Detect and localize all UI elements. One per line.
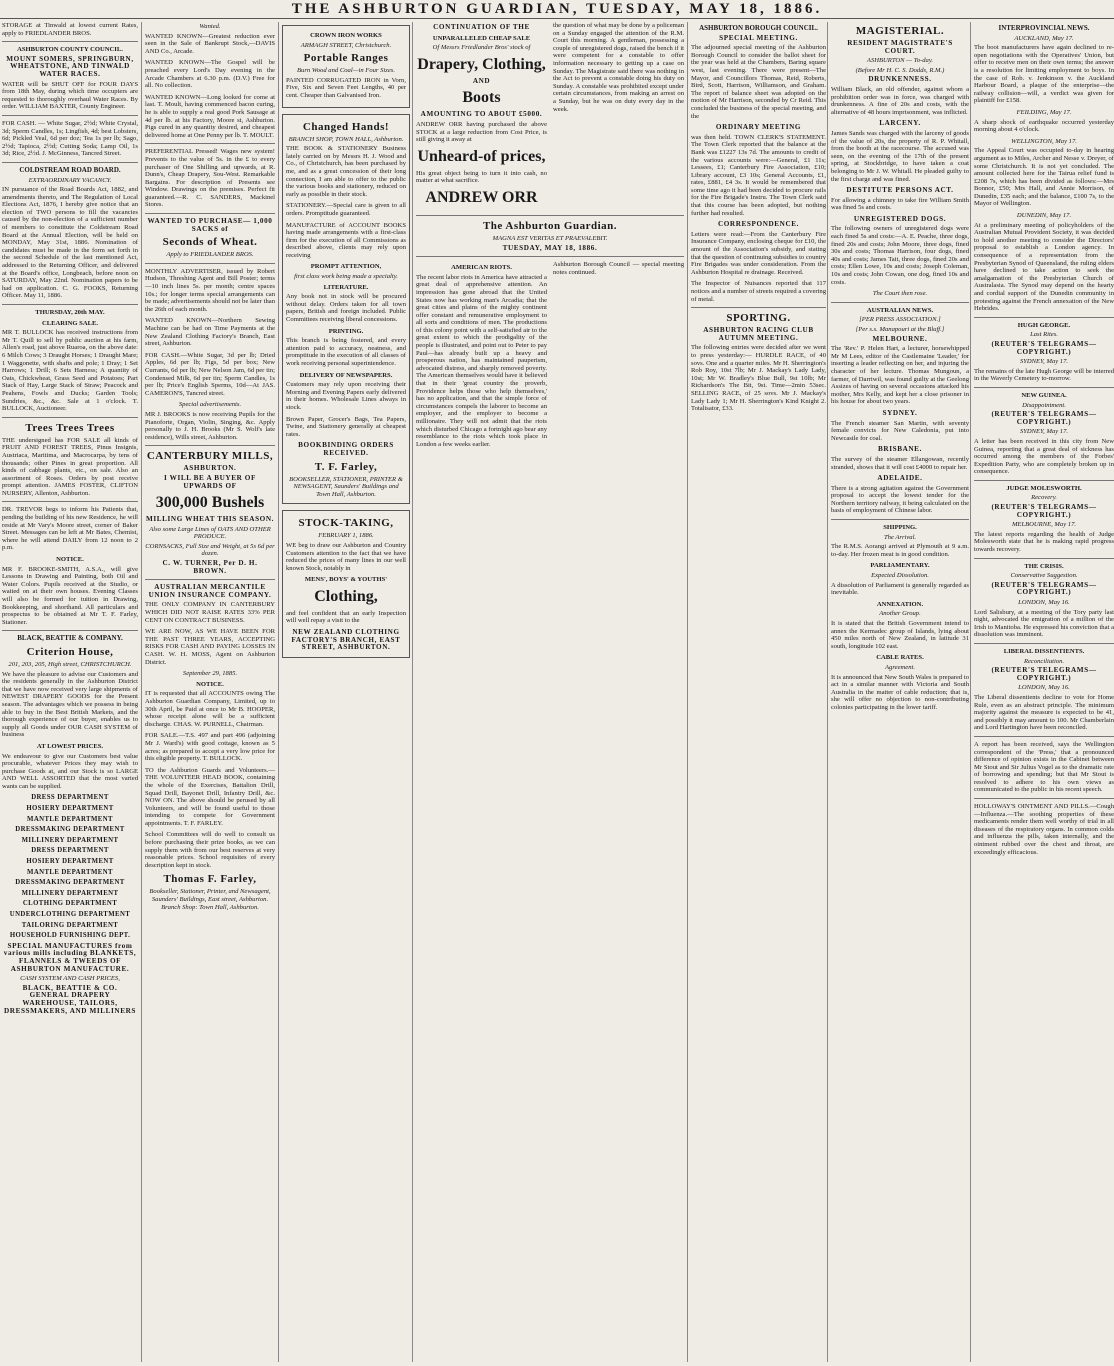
divider: [974, 643, 1114, 644]
column-1: [0, 22, 140, 1362]
unheard-heading: Unheard-of prices,: [417, 147, 546, 165]
department-line: DRESSMAKING DEPARTMENT: [15, 879, 125, 887]
liberal-heading: LIBERAL DISSENTIENTS.: [1003, 647, 1085, 655]
recovery: Recovery.: [1031, 494, 1057, 502]
bookbinding-line: BOOKBINDING ORDERS RECEIVED.: [298, 441, 394, 457]
correspondence-heading: CORRESPONDENCE.: [717, 220, 800, 229]
sydney-body: The French steamer San Martin, with seventy female convicts for New Caledonia, put into Newcastle for coal.: [831, 419, 969, 442]
melbourne-body: The 'Rev.' P. Helen Hart, a lecturer, horsewhipped Mr M Lees, editor of the Castlemaine 'Leader,' for inserting a leader reflecting on her, and injuring the character of her lecture. Thomas Mungoun, a farmer, of Darriwil, was found guilty at the Geelong Assizes of having on several occasions attacked his mother, Mrs Kelly, and kept her a close prisoner in his house for about two years.: [831, 345, 969, 406]
larceny-heading: LARCENY.: [879, 119, 921, 128]
clothing-heading: Clothing,: [314, 587, 378, 605]
preferential-ad: PREFERENTIAL Pressed! Wages new system! Prevents to the value of 5s. in the £ to every purchaser of One Shilling and upwards, at R. Dunn's, Cheap Drapery, Sou-West. Remarkable Bargains. For description of Presents see Window. Drawings on the premises. Perfect fit guaranteed.—R. C. SANDERS, Mackinel Stores.: [145, 148, 275, 209]
arrival-heading: The Arrival.: [883, 533, 917, 541]
department-line: MILLINERY DEPARTMENT: [21, 836, 119, 844]
wanted-ad-3: WANTED KNOWN—Long looked for come at last. T. Moult, having commenced bacon curing, he is able to supply a real good Pork Sausage at 4d per lb. at his Factory, Moore st, Ashburton. Pigs cured in any quantity desired, and cheapest delivered home at One Penny per lb. T. MOULT.: [145, 93, 275, 139]
wellington-dateline: WELLINGTON, May 17.: [1011, 137, 1077, 145]
cable-rates-heading: CABLE RATES.: [876, 654, 924, 662]
criterion-address: 201, 203, 205, High street, CHRISTCHURCH.: [8, 660, 132, 668]
drawing-lessons-notice: MR F. BROOKE-SMITH, A.S.A., will give Lessons in Drawing and Painting, both Oil and Water Colors. Pupils received at the Studio, or waited on at their own houses. Evening Classes will also be formed for tuition in Drawing, Bookkeeping, and shorthand. All particulars and prospectus to be obtained at Mr T. F. Farley, Stationer.: [2, 565, 138, 626]
delivery-body: Customers may rely upon receiving their Morning and Evening Papers early delivered in their homes. Wholesale Lines always in stock.: [286, 381, 406, 411]
first-class-line: first class work being made a specialty.: [294, 273, 398, 281]
molesworth-heading: JUDGE MOLESWORTH.: [1006, 484, 1082, 492]
divider: [691, 307, 826, 308]
seconds-apply: Apply to FRIEDLANDER BROS.: [166, 251, 254, 259]
reconciliation: Reconciliation.: [1023, 657, 1065, 665]
divider: [974, 480, 1114, 481]
american-riots-heading: AMERICAN RIOTS.: [451, 264, 512, 272]
borough-council-heading: ASHBURTON BOROUGH COUNCIL.: [699, 24, 818, 32]
column-5: [687, 22, 829, 1362]
unregistered-heading: UNREGISTERED DOGS.: [853, 214, 947, 223]
conservative-suggestion: Conservative Suggestion.: [1010, 572, 1078, 580]
black-beattie-heading: BLACK, BEATTIE & COMPANY.: [17, 634, 123, 643]
another-group-heading: Another Group.: [879, 610, 921, 618]
canterbury-mills-heading: CANTERBURY MILLS,: [146, 450, 274, 463]
changed-sub: BRANCH SHOP, TOWN HALL, Ashburton.: [288, 135, 404, 143]
destitute-heading: DESTITUTE PERSONS ACT.: [846, 186, 954, 195]
notice-heading: NOTICE.: [56, 556, 84, 564]
accounts-notice: IT is requested that all ACCOUNTS owing The Ashburton Guardian Company, Limited, up to 30th April, be Paid at once to Mr B. HOOPER, whose receipt alone will be a sufficient discharge. CHAS. W. PURNELL, Chairman.: [145, 690, 275, 728]
literature-heading: LITERATURE.: [323, 283, 369, 291]
molesworth-body: The latest reports regarding the health of Judge Molesworth state that he is making rapid progress towards recovery.: [974, 530, 1114, 554]
divider: [2, 501, 138, 502]
endeavour-text: We endeavour to give our Customers best value procurable, whatever Prices they may wish to purchase Goods at, and our Stock is so LARGE AND WELL ASSORTED that the most varied wants can be supplied.: [2, 752, 138, 790]
new-guinea-body: A letter has been received in this city from New Guinea, reporting that a great deal of sickness has occurred among the members of the Forbes' Expedition Party, who are completely broken up in consequence.: [974, 437, 1114, 476]
dunedin-dateline: DUNEDIN, May 17.: [1016, 212, 1072, 220]
racing-body: The following entries were decided after we went to press yesterday:— HURDLE RACE, of 40 sovs. One and a quarter miles. Mr H. Sherrington's Rob Roy, 10st 7lb; Mr J. Mackay's Lady Lady, 10st; Mr W. Bradley's Blue Bull, 9st 10lb; Mr Richardson's The Bit, 9st. Time—2min 53sec. SELLING RACE, of 25 sovs. Mr J. Mackay's Lady Lady 1; Mr H. Sherrington's Kind Knight 2. Totalisator, £33.: [691, 344, 826, 413]
holloway-ad: HOLLOWAY'S OINTMENT AND PILLS.—Cough—Influenza.—The soothing properties of these medicaments render them well worthy of trial in all diseases of the respiratory organs. In common colds and influenza the pills, taken internally, and the ointment rubbed over the chest and throat, are exceedingly efficacious.: [974, 803, 1114, 856]
crisis-body: Lord Salisbury, at a meeting of the Tory party last night, advocated the emigration of a million of the Irish to Manitoba. He expressed his conviction that a dissolution was imminent.: [974, 608, 1114, 639]
column-7: [970, 22, 1114, 1362]
criterion-body: We have the pleasure to advise our Customers and the residents generally in the Ashburton District that we have now received very large shipments of NEWEST DRAPERY GOODS for the Present season. The advantages which we possess in being able to buy in the Best British Markets, and the thorough experience of our buyer, enables us to supply all Goods under OUR CASH SYSTEM of business: [2, 670, 138, 739]
divider: [145, 445, 275, 446]
hugh-george-body: The remains of the late Hugh George will be interred in the Waverly Cemetery to-morrow.: [974, 367, 1114, 383]
farley-heading: Thomas F. Farley,: [163, 873, 257, 886]
boots-heading: Boots: [462, 89, 501, 107]
clearing-sale-heading: CLEARING SALE.: [41, 319, 99, 327]
department-line: MILLINERY DEPARTMENT: [21, 889, 119, 897]
changed-heading: Changed Hands!: [302, 120, 390, 133]
brisbane-heading: BRISBANE.: [878, 445, 922, 454]
resident-court-heading: RESIDENT MAGISTRATE'S COURT.: [847, 39, 953, 55]
divider: [2, 417, 138, 418]
drapery-heading: Drapery, Clothing,: [417, 55, 546, 73]
department-line: DRESS DEPARTMENT: [31, 794, 109, 802]
column-2: [141, 22, 278, 1362]
shipping-heading: SHIPPING.: [883, 524, 917, 532]
changed-hands-ad: [282, 114, 410, 505]
divider: [974, 798, 1114, 799]
special-meeting-body: The adjourned special meeting of the Ashburton Borough Council to consider the ballot sheet for the year was held at the Chambers, Baring square west, last evening. There were present—The Mayor, and Councillors Thomas, Reid, Roberts, Bird, Scott, Harrison, Williamson, and Graham. The report of balance sheet was adopted on the motion of Mr Harrison, seconded by Cr Reid. This concluded the business of the special meeting, and the: [691, 44, 826, 120]
stocktaking-heading: STOCK-TAKING,: [298, 517, 394, 530]
feilding-body: A sharp shock of earthquake occurred yesterday morning about 4 o'clock.: [974, 118, 1114, 134]
magisterial-heading: MAGISTERIAL.: [855, 25, 945, 37]
larceny-body: James Sands was charged with the larceny of goods of the value of 20s, the property of R. P. Whitall, from the booth at the racecourse. The accused was seen, on the evening of the 17th of the present spring, at Stockbridge, to have taken a coat belonging to Mr J. W. Whitall. He pleaded guilty to the first charge and was fined.: [831, 129, 969, 183]
cheap-sale-sub: Of Messrs Friedlander Bros' stock of: [432, 44, 531, 52]
divider: [2, 630, 138, 631]
nzcf-line: NEW ZEALAND CLOTHING FACTORY'S BRANCH, EAST STREET, ASHBURTON.: [291, 628, 401, 652]
special-ads-heading: Special advertisements.: [178, 401, 242, 409]
dissolution-heading: Expected Dissolution.: [871, 572, 929, 580]
bushels-heading: 300,000 Bushels: [155, 494, 265, 512]
agreement-body: It is announced that New South Wales is prepared to act in a similar manner with Victoria and South Australia in the matter of cable reduction; that is, she will offer no objection to non-contributing colonies participating in the lower tariff.: [831, 673, 969, 711]
turner-signature: C. W. TURNER, Per D. H. BROWN.: [162, 559, 258, 575]
wellington-body: The Appeal Court was occupied to-day in hearing argument as to Miles, Archer and Nesse v. Dreyer, of some Christchurch. It is not yet concluded. The amount collected here for the Tairua relief fund is £208 7s, which has been divided as follows:—Mrs Bonnor, £50; Mrs Hall, and Annie Morrison, of Dunedin, £35 each; and the balance, £100 7s, to the Mayor of Wellington.: [974, 147, 1114, 208]
department-line: HOSIERY DEPARTMENT: [26, 805, 114, 813]
column-4: [412, 22, 687, 1362]
lowest-prices: AT LOWEST PRICES.: [36, 742, 104, 750]
orr-sale-ad: [416, 22, 547, 211]
road-board-subheading: EXTRAORDINARY VACANCY.: [28, 176, 112, 184]
australian-mercantile-body: THE ONLY COMPANY IN CANTERBURY WHICH DID NOT RAISE RATES 33% PER CENT ON CONTRACT BUSINESS.: [145, 601, 275, 624]
brooks-ad: MR J. BROOKS is now receiving Pupils for the Pianoforte, Organ, Violin, Singing, &c. Apply personally to J. H. Brooks (Mr S. Wolf's late residence), Wills street, Ashburton.: [145, 410, 275, 441]
monthly-advertiser: MONTHLY ADVERTISER, issued by Robert Hudson, Threshing Agent and Bill Poster; terms—10 inch lines 5s. per month; centre spaces 10s.; for longer terms special arrangements can be made; advertisements should not be later than the 26th of each month.: [145, 267, 275, 313]
ranges-body: Burn Wood and Coal—in Four Sizes.: [297, 67, 395, 75]
wanted-ad-4: WANTED KNOWN—Northern Sewing Machine can be had on Time Payments at the New Zealand Clothing Factory's Branch, East street, Ashburton.: [145, 317, 275, 348]
annexation-heading: ANNEXATION.: [876, 600, 924, 608]
ashburton-today: ASHBURTON — To-day.: [866, 57, 934, 65]
andrew-orr-heading: ANDREW ORR: [425, 188, 538, 206]
australian-mercantile-heading: AUSTRALIAN MERCANTILE UNION INSURANCE COMPANY.: [148, 583, 272, 599]
drunkenness-body: William Black, an old offender, against whom a prohibition order was in force, was charged with drunkenness. A fine of 20s and costs, with the alternative of 48 hours imprisonment, was inflicted.: [831, 85, 969, 116]
agreement-heading: Agreement.: [885, 663, 915, 671]
arrival-body: The R.M.S. Aorangi arrived at Plymouth at 9 a.m. to-day. Her frozen meat is in good condition.: [831, 543, 969, 558]
unregistered-body: The following owners of unregistered dogs were each fined 5s and costs:—A. E. Peache, three dogs, fined 20s and costs; John Moore, three dogs, fined 30s and costs; Thomas Harrison, four dogs, fined 40s and costs; James Tait, three dogs, fined 20s and costs; Ellen Lowe, 10s and costs; Joseph Coleman, 10s and costs; John Cowan, one dog, fined 10s and costs.: [831, 225, 969, 286]
paper-date: TUESDAY, MAY 18, 1886.: [502, 243, 598, 252]
divider: [831, 519, 969, 520]
divider: [974, 317, 1114, 318]
trees-body: THE undersigned has FOR SALE all kinds of FRUIT AND FOREST TREES, Pinus Insignis, Austriaca, Maritima, and Macrocarpa, by tens of thousands; other Pines in great proportion. All kinds of cabbage plants, etc., on sale. Also an assortment of Roses. Orders by post receive prompt attention. JAMES FOSTER, CLIFTON NURSERY, Allenton, Ashburton.: [2, 436, 138, 497]
department-line: DRESS DEPARTMENT: [31, 847, 109, 855]
council-continued: [553, 261, 684, 452]
road-board-notice: IN pursuance of the Road Boards Act, 1882, and amendments thereto, and The Regulation of Local Elections Act, 1876, I hereby give notice that an election of TWO persons to fill the vacancies caused by the non-election of a sufficient number of members to constitute the Coldstream Road Board at the Annual Election, will be held on MONDAY, May 31st, 1886. Nomination of candidates must be made in the form set forth in the second Schedule of the last mentioned Act, addressed to the Returning Officer, and delivered at the Board's office, Longbeach, before noon on SATURDAY, May 22nd. Nomination papers to be had on application. C. G. FOOKS, Returning Officer. May 11, 1886.: [2, 186, 138, 300]
feilding-dateline: FEILDING, May 17.: [1016, 108, 1072, 116]
mens-line: MENS', BOYS' & YOUTHS': [304, 576, 388, 584]
clothing-body: and feel confident that an early Inspection will well repay a visit to the: [286, 609, 406, 625]
interprovincial-heading: INTERPROVINCIAL NEWS.: [998, 24, 1090, 32]
literature-body: Any book not in stock will be procured without delay. Orders taken for all town papers, British and foreign included. Public Committees receiving liberal concessions.: [286, 293, 406, 324]
before-magistrate: (Before Mr H. C. S. Dodds, R.M.): [855, 66, 945, 74]
orr-body: ANDREW ORR having purchased the above STOCK at a large reduction from Cost Price, is still giving it away at: [416, 120, 547, 144]
last-rites: Last Rites.: [1030, 331, 1058, 339]
council-continued-body: Ashburton Borough Council — special meeting notes continued.: [553, 261, 684, 276]
cash-prices-2: FOR CASH.—White Sugar, 3d per lb; Dried Apples, 6d per lb; Figs, 5d per box; New Currants, 6d per lb; New Nelson Jam, 6d per tin; Condensed Milk, 6d per tin; Sperm Candles, 1s per lb; Price's English Sperms, 10d—At JAS. CAMERON'S, Tancred street.: [145, 351, 275, 397]
department-line: HOSIERY DEPARTMENT: [26, 858, 114, 866]
sabbath-article: [553, 22, 684, 211]
farley2-sub: BOOKSELLER, STATIONER, PRINTER & NEWSAGENT, Saunders' Buildings and Town Hall, Ashburton.: [289, 475, 403, 498]
farley2-heading: T. F. Farley,: [314, 460, 378, 473]
criterion-house-heading: Criterion House,: [26, 645, 114, 658]
divider: [416, 256, 684, 257]
date-september: September 29, 1885.: [182, 670, 238, 678]
divider: [974, 387, 1114, 388]
australian-mercantile-now: WE ARE NOW, AS WE HAVE BEEN FOR THE PAST THREE YEARS, ACCEPTING RISKS FOR CASH AND PAYING LOSSES IN CASH. W. H. MOSS, Agent on Ashburton District.: [145, 628, 275, 666]
volunteer-ad: TO the Ashburton Guards and Volunteers.—THE VOLUNTEER HEAD BOOK, containing the whole of the Exercises, Battalion Drill, Squad Drill, Bayonet Drill, Infantry Drill, &c. NOW ON. The above should be perused by all Volunteers, and will be found useful to those intending to compete for Government appointments. T. F. FARLEY.: [145, 766, 275, 827]
special-meeting-heading: SPECIAL MEETING.: [719, 33, 798, 42]
oats-line: Also some Large Lines of OATS AND OTHER PRODUCE.: [149, 525, 271, 541]
department-line: MANTLE DEPARTMENT: [27, 868, 113, 876]
column-4-upper: [416, 22, 684, 211]
road-board-heading: COLDSTREAM ROAD BOARD.: [19, 165, 121, 174]
cash-prices-ad: FOR CASH. — White Sugar, 2½d; White Crystal, 3d; Sperm Candles, 1s; Lingfish, 4d; best Lobsters, 6d; Pickled Veal, 6d per doz; Tea 1s per lb; Sago, 2½d; Tapioca, 2½d; Cutting Soda; Lamp Oil, 1s 3d; Rice, 2½d. J. McGinness, Tancred Street.: [2, 119, 138, 158]
continuation-heading: CONTINUATION OF THE: [433, 23, 530, 31]
auckland-body: The boot manufacturers have again declined to re-open negotiations with the Operatives' Union, but offer to receive men on their own terms; the answer is a resolution for limiting employment to boys. In the case of Rob. v. Jenkinson v. the Auckland Harbour Board, a plaque of the enterprise—the railway collision—will, a verdict was given for plaintiff for £158.: [974, 44, 1114, 105]
london-dateline-2: LONDON, May 16.: [1018, 684, 1070, 692]
reuters-line-5: (REUTER'S TELEGRAMS—COPYRIGHT.): [991, 666, 1097, 682]
divider: [145, 143, 275, 144]
column-6: [827, 22, 972, 1362]
amounting-line: AMOUNTING TO ABOUT £5000.: [420, 110, 543, 119]
crown-heading: CROWN IRON WORKS: [310, 32, 382, 39]
manufacture-line: MANUFACTURE of ACCOUNT BOOKS having made arrangements with a first-class firm for the execution of all Commissions as described above, clients may rely upon receiving: [286, 221, 406, 259]
sale-date: THURSDAY, 20th MAY.: [35, 309, 105, 316]
local-report: A report has been received, says the Wellington correspondent of the 'Press,' that a pronounced difference of opinion exists in the Cabinet between Mr Stout and Sir Julius Vogel as to the dramatic rate of borrowing and spending; but that Mr Stout is resolved to adhere to his own views as communicated to the public in his recent speech.: [974, 740, 1114, 794]
liberal-body: The Liberal dissentients decline to vote for Home Rule, even as an abstract principle. The minimum majority against the measure is expected to be 41, and possibly it may amount to 100. Mr Chamberlain and Lord Hartington have been reconciled.: [974, 693, 1114, 732]
column-4-lower: [416, 261, 684, 452]
brisbane-body: The survey of the steamer Ellangowan, recently stranded, shows that it will cost £4000 to repair her.: [831, 455, 969, 471]
stock-taking-ad: [282, 510, 410, 658]
correspondence-body: Letters were read:—From the Canterbury Fire Insurance Company, enclosing cheque for £10, the amount of the Association's subsidy, and stating that the question of continuing subsidies to country Fire Brigades was under consideration. From the Ashburton Hospital re drainage. Received.: [691, 230, 826, 276]
divider: [2, 41, 138, 42]
american-riots-body: The recent labor riots in America have attracted a great deal of apprehensive attention. An impression has gone abroad that the United States now has working man's Arcadia; that the great cities and plains of the mighty continent offer constant and remunerative employment to all sorts and conditions of men. The productions of this colony point with a self-satisfied air to the great extent to which the prodigality of the people is illustrated, and point out to Peter to pay Paul—has already built up a heavy and prosperous nation, has maintained pauperism, advocated distress, and sharply removed poverty. The American themselves would have it believed that in their 'great country the proverb, Providence helps those who help themselves,' has no application, and that the simple force of circumstances compels the laborer to become an employer, and the employer to become a millionaire. They will not admit that the riots which disturbed Chicago a fortnight ago bear any resemblance to the riots which took place in London a few weeks earlier.: [416, 273, 547, 448]
divider: [974, 736, 1114, 737]
council-subheading: MOUNT SOMERS, SPRINGBURN, WHEATSTONE, AND TINWALD WATER RACES.: [6, 54, 134, 78]
racing-club-heading: ASHBURTON RACING CLUB AUTUMN MEETING.: [703, 326, 814, 342]
dissolution-body: A dissolution of Parliament is generally regarded as inevitable.: [831, 581, 969, 597]
painted-iron: PAINTED CORRUGATED IRON in Vorn, Five, Six and Seven Feet Lengths, 40 per cent. Cheaper than Galvanised Iron.: [286, 76, 406, 99]
new-guinea-heading: NEW GUINEA.: [1021, 391, 1067, 399]
council-notice: WATER will be SHUT OFF for FOUR DAYS from 18th May, during which time occupiers are requested to thoroughly overhaul Water Races. By order. WILLIAM BAXTER, County Engineer.: [2, 80, 138, 111]
masthead: THE ASHBURTON GUARDIAN, TUESDAY, MAY 18, 1886.: [0, 0, 1114, 19]
american-riots-article: [416, 261, 547, 452]
auckland-dateline: AUCKLAND, May 17.: [1014, 34, 1074, 42]
paper-name: The Ashburton Guardian.: [482, 219, 618, 232]
cheap-sale-heading: UNPARALLELED CHEAP SALE: [432, 34, 531, 42]
stocktaking-date: FEBRUARY 1, 1886.: [318, 532, 374, 540]
department-line: UNDERCLOTHING DEPARTMENT: [9, 911, 131, 918]
sydney-dateline-2: SYDNEY, May 17.: [1019, 428, 1069, 436]
sydney-dateline-1: SYDNEY, May 17.: [1019, 358, 1069, 366]
inspector-body: The Inspector of Nuisances reported that 117 notices and a number of streets required a covering of metal.: [691, 280, 826, 303]
special-manufactures: SPECIAL MANUFACTURES from various mills including BLANKETS, FLANNELS & TWEEDS OF ASHBURTON MANUFACTURE.: [3, 941, 137, 973]
seconds-pre: WANTED TO PURCHASE— 1,000 SACKS of: [147, 217, 273, 233]
press-association: [PER PRESS ASSOCIATION.]: [859, 316, 941, 324]
divider: [974, 558, 1114, 559]
divider: [2, 115, 138, 116]
seconds-heading: Seconds of Wheat.: [162, 236, 258, 249]
department-list: [2, 794, 138, 939]
destitute-body: For allowing a chimney to take fire William Smith was fined 5s and costs.: [831, 196, 969, 212]
storage-ad: STORAGE at Tinwald at lowest current Rates, apply to FRIEDLANDER BROS.: [2, 22, 138, 37]
department-line: TAILORING DEPARTMENT: [21, 921, 119, 929]
divider: [2, 162, 138, 163]
crown-iron-works-ad: [282, 25, 410, 108]
printing-body: This branch is being fostered, and every attention paid to accuracy, neatness, and promptitude in the execution of all classes of work receiving personal superintendence.: [286, 337, 406, 367]
parliamentary-heading: PARLIAMENTARY.: [870, 562, 930, 570]
australian-news-heading: AUSTRALIAN NEWS.: [866, 306, 934, 314]
divider: [2, 304, 138, 305]
black-beattie-footer: BLACK, BEATTIE & CO. GENERAL DRAPERY WAREHOUSE, TAILORS, DRESSMAKERS, AND MILLINERS: [3, 983, 137, 1015]
changed-body: THE BOOK & STATIONERY Business lately carried on by Messrs H. J. Wood and Co., of Christchurch, has been purchased by me, and as a great concession of their long connection, I am able to offer to the public the various books and stationery, reduced on early as possible in their stock.: [286, 145, 406, 198]
wanted-ad-1: WANTED KNOWN—Greatest reduction ever seen in the Sale of Bankrupt Stock,—DAVIS AND Co., Arcade.: [145, 32, 275, 55]
milling-wheat: MILLING WHEAT THIS SEASON.: [145, 515, 275, 524]
notice-heading-2: NOTICE.: [196, 680, 224, 688]
melbourne-dateline: MELBOURNE, May 17.: [1011, 521, 1077, 529]
stocktaking-body: WE beg to draw our Ashburton and Country Customers attention to the fact that we have reduced the prices of many lines in our well known Stock, notably in: [286, 541, 406, 572]
adelaide-heading: ADELAIDE.: [877, 474, 923, 483]
sydney-heading: SYDNEY.: [882, 408, 918, 417]
reuters-line-1: (REUTER'S TELEGRAMS—COPYRIGHT.): [991, 339, 1097, 356]
ordinary-meeting-body: was then held. TOWN CLERK'S STATEMENT. The Town Clerk reported that the balance at the Bank was £1227 13s 7d. The amounts to credit of the various accounts were:—General, £1 11s; Lessees, £1; Canterbury Fire Association, £10; Library account, £3 10s; General Accounts, £1, rates, £881, £4 3s. It would be remembered that some time ago it had been decided to procure rails for the Fire Brigade's Instru. The Town Clerk said that this course has been adopted, but nothing further had resulted.: [691, 133, 826, 217]
department-line: MANTLE DEPARTMENT: [27, 815, 113, 823]
reuters-line-4: (REUTER'S TELEGRAMS—COPYRIGHT.): [991, 580, 1097, 597]
buyer-line: I WILL BE A BUYER OF UPWARDS OF: [164, 473, 256, 490]
disappointment: Disappointment.: [1022, 401, 1066, 409]
crown-sub: ARMAGH STREET, Christchurch.: [300, 41, 392, 49]
school-ad: School Committees will do well to consult us before purchasing their prize books, as we can supply them with from our best reserves at very reasonable prices. School requisites of every description kept in stock.: [145, 831, 275, 869]
ordinary-meeting-heading: ORDINARY MEETING: [715, 123, 802, 132]
printing-heading: PRINTING.: [328, 327, 364, 335]
london-dateline-1: LONDON, May 16.: [1018, 599, 1070, 606]
canterbury-mills-sub: ASHBURTON.: [183, 464, 237, 473]
wanted-heading: Wanted.: [199, 23, 221, 30]
delivery-heading: DELIVERY OF NEWSPAPERS.: [299, 371, 393, 379]
divider: [145, 213, 275, 214]
adelaide-body: There is a strong agitation against the Government proposal to accept the lowest tender for the Northern territory railway, it being calculated on the basis of employment of Chinese labor.: [831, 484, 969, 515]
dunedin-body: At a preliminary meeting of policyholders of the Australian Mutual Provident Society, it was decided to hold another meeting to consider the Directors' proposal to establish a London agency. In consequence of a representation from the Presbyterian Synod of Queensland, the ruling elders have declined to take action to seek the amalgamation of the Presbyterian Church of Australasia. The Synod may depend on the hearty and cordial support of the Dunedin community in protesting against the French annexation of the New Hebrides.: [974, 221, 1114, 313]
paper-motto: MAGNA EST VERITAS ET PRAEVALEBIT.: [492, 234, 608, 242]
melbourne-heading: MELBOURNE.: [872, 334, 928, 343]
divider: [831, 302, 969, 303]
crisis-heading: THE CRISIS.: [1024, 562, 1064, 570]
trees-heading: Trees Trees Trees: [25, 421, 115, 434]
court-rose: The Court then rose.: [872, 290, 928, 298]
divider: [145, 579, 275, 580]
another-group-body: It is stated that the British Government intend to annex the Kermadec group of Islands, lying about 450 miles north of New Zealand, in latitude 31 south, longitude 102 east.: [831, 620, 969, 650]
clearing-sale-body: MR T. BULLOCK has received instructions from Mr T. Quill to sell by public auction at his farm, Allen's road, just above Ruaroa, on the above date: 6 Milch Cows; 3 Draught Horses; 1 Draught Mare; 1 Waggonette, with shafts and pole; 1 Dray; 1 Set Harrows; 1 Drill; 6 Sets Harness; A quantity of Oats, Chickwheat, Grass Seed and Potatoes; Part Stack of Hay, Large Stack of Straw; Peacock and Peahens, Fowls and Ducks; Garden Tools; Sundries, &c., &c. Sale at 1 o'clock. T. BULLOCK, Auctioneer.: [2, 329, 138, 413]
department-line: HOUSEHOLD FURNISHING DEPT.: [9, 932, 131, 940]
column-3: [278, 22, 413, 1362]
hugh-george-heading: HUGH GEORGE.: [1017, 321, 1071, 329]
and-line: AND: [472, 76, 491, 85]
reuters-line-3: (REUTER'S TELEGRAMS—COPYRIGHT.): [991, 503, 1097, 519]
divider: [145, 263, 275, 264]
cash-system: CASH SYSTEM AND CASH PRICES,: [20, 975, 120, 983]
stock-lines: Brown Paper, Grocer's Bags, Tea Papers, Twine, and Stationery generally at cheapest rates.: [286, 415, 406, 438]
unheard-body: His great object being to turn it into cash, no matter at what sacrifice.: [416, 169, 547, 185]
council-heading: ASHBURTON COUNTY COUNCIL.: [17, 46, 123, 54]
department-line: CLOTHING DEPARTMENT: [22, 900, 118, 908]
for-sale-ad: FOR SALE.—T.S. 497 and part 496 (adjoining Mr J. Ward's) with good cottage, known as 5 acres; as prepared to accept a very low price for this eligible property. T. BULLOCK.: [145, 732, 275, 763]
dr-trevor-notice: DR. TREVOR begs to inform his Patients that, pending the building of his new Residence, he will reside at Mr Vary's Moore street, corner of Baker Street. Messages can be left at Mr Bates, Chemist, where he will attend DAILY from 12 noon to 2 p.m.: [2, 506, 138, 552]
sporting-heading: SPORTING.: [726, 312, 791, 325]
stationery-line: STATIONERY.—Special care is given to all orders. Promptitude guaranteed.: [286, 202, 406, 217]
cornsacks-line: CORNSACKS, Full Size and Weight, at 5s 6d per dozen.: [145, 542, 275, 558]
ranges-heading: Portable Ranges: [303, 52, 389, 65]
department-line: DRESSMAKING DEPARTMENT: [15, 826, 125, 834]
prompt-attention: PROMPT ATTENTION,: [310, 263, 382, 271]
manapouri-line: [Per s.s. Manapouri at the Bluff.]: [855, 326, 945, 333]
reuters-line-2: (REUTER'S TELEGRAMS—COPYRIGHT.): [991, 410, 1097, 426]
drunkenness-heading: DRUNKENNESS.: [868, 75, 932, 84]
wanted-ad-2: WANTED KNOWN—The Gospel will be preached every Lord's Day evening in the Arcade Chambers at 6.30 p.m. (D.V.) Free for all. No collection.: [145, 59, 275, 90]
sabbath-body: the question of what may be done by a policeman on a Sunday engaged the attention of the R.M. Court this morning. A gentleman, possessing a couple of unregistered dogs, raised the bench if it were competent for a constable to offer information necessary to getting up a case on Sunday. The Magistrate said there was nothing in the Act to prevent a constable doing his duty on Sunday. A constable was prohibited except under certain circumstances, from making an arrest on a Sunday, but he was on duty every day in the week.: [553, 22, 684, 113]
divider: [416, 215, 684, 216]
farley-sub: Bookseller, Stationer, Printer, and Newsagent, Saunders' Buildings, East street, Ashburton. Branch Shop: Town Hall, Ashburton.: [149, 888, 271, 911]
